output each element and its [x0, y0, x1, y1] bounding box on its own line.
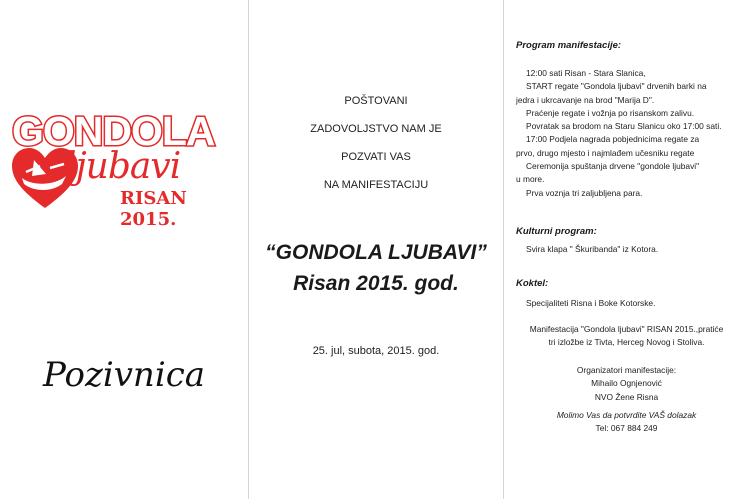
organizers-label: Organizatori manifestacije: — [576, 365, 677, 375]
greeting-line: POŠTOVANI — [344, 95, 408, 107]
event-subtitle: Risan 2015. god. — [293, 272, 459, 295]
pozivnica-title: Pozivnica — [42, 355, 206, 395]
exhibitions-line: tri izložbe iz Tivta, Herceg Novog i Stoliva. — [548, 337, 705, 348]
event-title: “GONDOLA LJUBAVI” — [265, 241, 487, 264]
logo-risan-text: RISAN 2015. — [120, 188, 187, 230]
gondola-ljubavi-logo — [10, 108, 240, 230]
program-line: 12:00 sati Risan - Stara Slanica, — [526, 68, 646, 78]
rsvp-phone: Tel: 067 884 249 — [595, 423, 658, 434]
organizer-name: Mihailo Ognjenović — [591, 378, 662, 389]
exhibitions-line: Manifestacija "Gondola ljubavi" RISAN 2015.,pratiće — [529, 324, 724, 334]
cover-panel — [0, 0, 248, 499]
program-line: 17:00 Podjela nagrada pobjednicima regate za — [526, 134, 700, 145]
program-line: u more. — [516, 174, 545, 185]
program-line: jedra i ukrcavanje na brod "Marija D". — [516, 94, 655, 105]
program-list — [516, 67, 722, 200]
culture-line: Svira klapa " Škuribanda" iz Kotora. — [526, 244, 659, 254]
program-line: START regate "Gondola ljubavi" drvenih barki na — [526, 81, 707, 92]
culture-heading: Kulturni program: — [516, 226, 597, 237]
koktel-heading: Koktel: — [516, 278, 549, 289]
logo-gondola-text: GONDOLA — [12, 108, 215, 154]
greeting-line: NA MANIFESTACIJU — [323, 179, 429, 191]
organizers — [519, 364, 734, 404]
event-date: 25. jul, subota, 2015. god. — [312, 345, 440, 357]
program-heading: Program manifestacije: — [516, 40, 622, 51]
program-line: Povratak sa brodom na Staru Slanicu oko 17:00 sati. — [526, 121, 722, 132]
exhibitions-note — [519, 323, 734, 350]
greeting-line: ZADOVOLJSTVO NAM JE — [310, 123, 442, 135]
organizer-name: NVO Žene Risna — [594, 391, 659, 402]
koktel-line: Specijaliteti Risna i Boke Kotorske. — [526, 298, 656, 308]
rsvp — [519, 409, 734, 436]
program-line: Praćenje regate i vožnja po risanskom zalivu. — [526, 107, 695, 118]
program-panel — [503, 0, 750, 499]
logo-ljubavi-text: ljubavi — [65, 146, 181, 187]
greeting-line: POZVATI VAS — [341, 151, 411, 163]
greeting-panel — [248, 0, 503, 499]
rsvp-text: Molimo Vas da potvrdite VAŠ dolazak — [556, 410, 697, 420]
program-line: prvo, drugo mjesto i najmlađem učesniku regate — [516, 147, 695, 158]
program-line: Prva voznja tri zaljubljena para. — [526, 187, 643, 198]
program-line: Ceremonija spuštanja drvene "gondole ljubavi" — [526, 161, 700, 172]
